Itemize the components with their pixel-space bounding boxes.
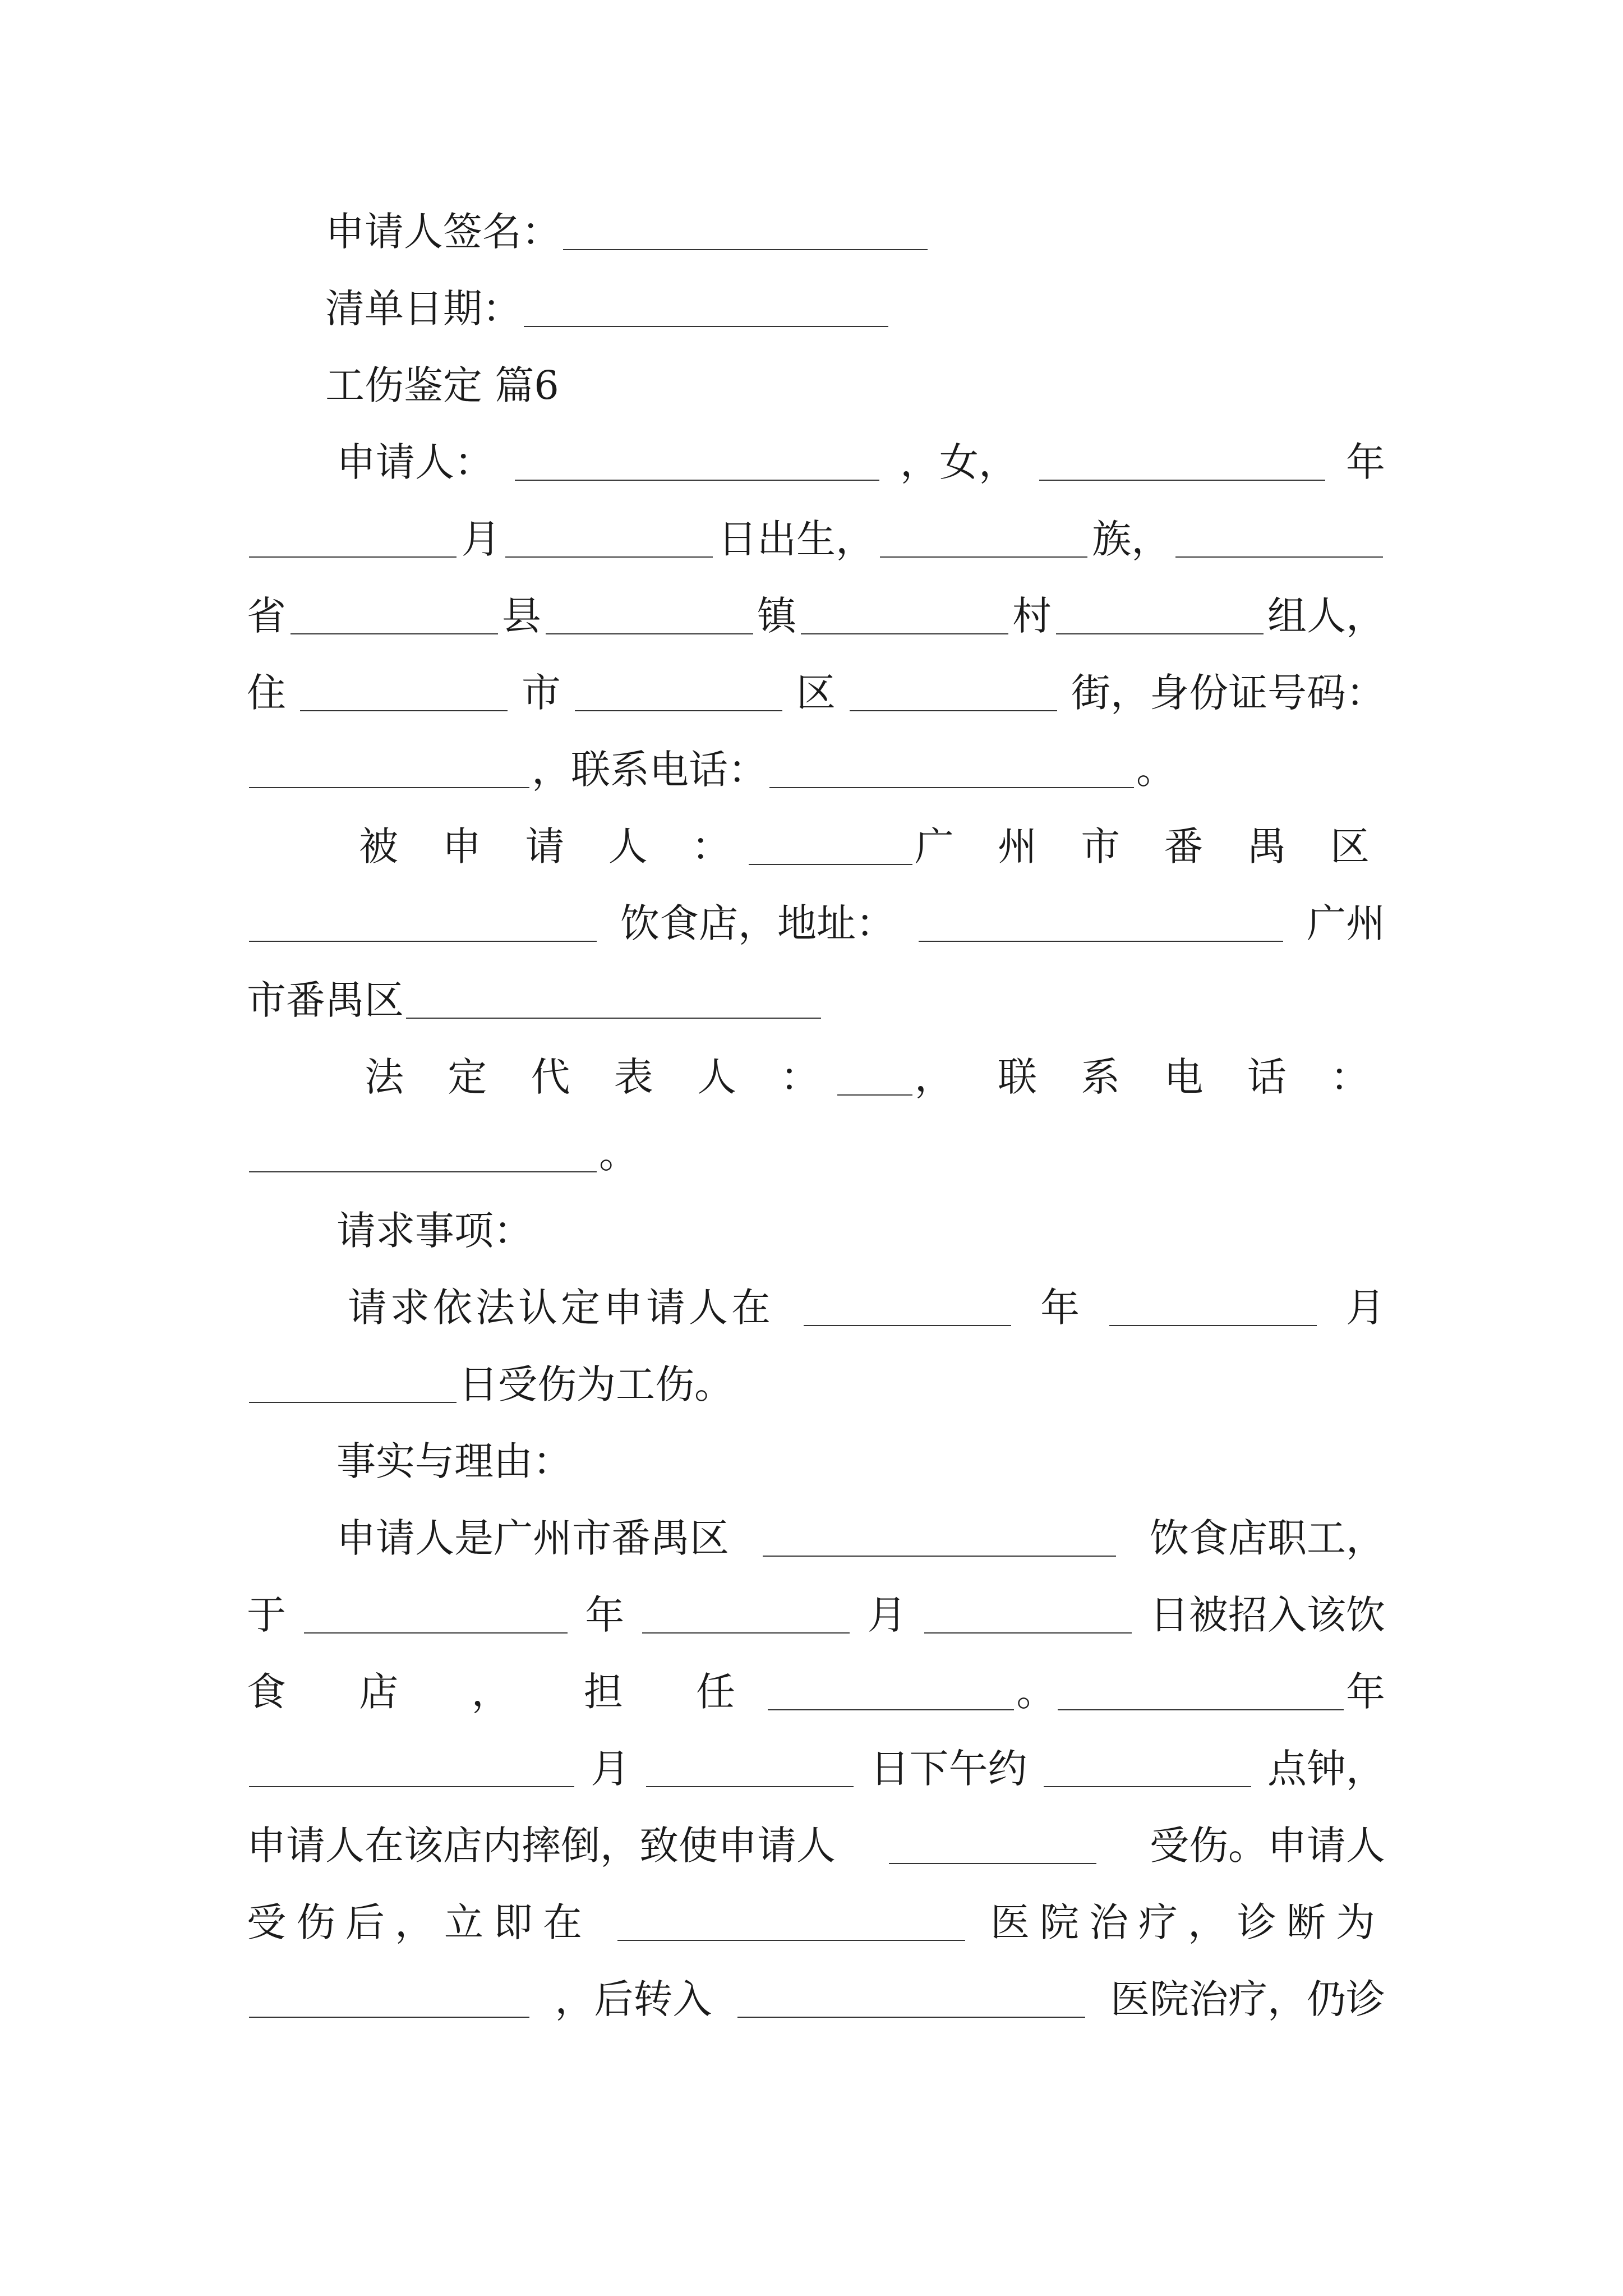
- accident-day-blank[interactable]: [646, 1751, 854, 1787]
- accident-month-blank[interactable]: [249, 1751, 574, 1787]
- hire-day-blank[interactable]: [924, 1598, 1132, 1634]
- facts-text: 饮食店职工，: [1150, 1515, 1385, 1561]
- address-detail-blank[interactable]: [406, 983, 821, 1019]
- facts-text: 日下午约: [870, 1746, 1027, 1792]
- request-line: [348, 1269, 1385, 1346]
- position-blank[interactable]: [768, 1674, 1014, 1710]
- facts-line-6: [247, 1884, 1385, 1961]
- facts-text: 受伤。申请人: [1150, 1823, 1385, 1869]
- birth-year-blank[interactable]: [1039, 445, 1325, 481]
- month-text: 月: [867, 1592, 907, 1638]
- respondent-line: [359, 808, 1385, 885]
- facts-text: 受伤后，立即在: [247, 1899, 592, 1945]
- restaurant-address-blank[interactable]: [919, 906, 1283, 942]
- county-blank[interactable]: [291, 599, 498, 634]
- year-text: 年: [1040, 1285, 1080, 1331]
- city-text: 市: [522, 670, 561, 716]
- signature-blank[interactable]: [563, 214, 928, 250]
- accident-year-blank[interactable]: [1058, 1674, 1344, 1710]
- signature-line: [325, 194, 1110, 270]
- guangzhou-text: 广州: [1307, 900, 1385, 946]
- facts-text: 日被招入该饮: [1149, 1592, 1385, 1638]
- contact-line: [247, 731, 1385, 808]
- section-heading: [325, 347, 1110, 424]
- request-heading: [336, 1193, 1122, 1269]
- facts-text: 点钟，: [1267, 1746, 1385, 1792]
- request-text-continued: 日受伤为工伤。: [459, 1361, 734, 1407]
- applicant-name-blank[interactable]: [515, 445, 879, 481]
- facts-heading-text: 事实与理由：: [336, 1438, 572, 1484]
- restaurant-address-label: 饮食店，地址：: [620, 900, 895, 946]
- hometown-line: [247, 578, 1385, 655]
- city-blank[interactable]: [300, 675, 508, 711]
- injury-day-blank[interactable]: [249, 1367, 457, 1403]
- injury-year-blank[interactable]: [804, 1290, 1011, 1326]
- town-text: 镇: [757, 593, 796, 639]
- facts-line-4: [247, 1731, 1385, 1807]
- section-heading-text: 工伤鉴定 篇6: [325, 362, 559, 408]
- signature-label: 申请人签名：: [325, 209, 561, 255]
- ethnicity-blank[interactable]: [880, 522, 1087, 558]
- street-blank[interactable]: [850, 675, 1057, 711]
- hire-year-blank[interactable]: [304, 1598, 568, 1634]
- id-number-label: 街，身份证号码：: [1071, 670, 1385, 716]
- diagnosis-blank[interactable]: [249, 1982, 529, 2018]
- month-text: 月: [591, 1746, 630, 1792]
- month-text: 月: [1346, 1285, 1385, 1331]
- injured-body-part-blank[interactable]: [889, 1828, 1096, 1864]
- facts-text: 于: [247, 1592, 286, 1638]
- respondent-label: 被 申 请 人 ：: [359, 823, 747, 869]
- group-text: 组人，: [1267, 593, 1385, 639]
- period-text: 。: [1016, 1669, 1056, 1715]
- born-text: 日出生，: [717, 516, 875, 562]
- residence-text: 住: [247, 670, 286, 716]
- request-line-continued: [247, 1346, 1385, 1423]
- facts-line-7: [247, 1961, 1385, 2038]
- list-date-label: 清单日期：: [325, 286, 522, 332]
- district-text: 区: [796, 670, 836, 716]
- facts-line-5: [247, 1807, 1385, 1884]
- phone-blank[interactable]: [769, 752, 1134, 788]
- injury-month-blank[interactable]: [1109, 1290, 1317, 1326]
- legal-rep-phone-blank[interactable]: [249, 1137, 597, 1172]
- facts-text: 医院治疗，仍诊: [1110, 1976, 1385, 2022]
- restaurant-blank[interactable]: [763, 1521, 1116, 1557]
- province-text: 省: [247, 593, 286, 639]
- respondent-district-text: 广 州 市 番 禺 区: [914, 823, 1385, 869]
- year-text: 年: [1346, 1669, 1385, 1715]
- facts-text: 申请人是广州市番禺区: [336, 1515, 729, 1561]
- facts-line-3: [247, 1654, 1385, 1731]
- ethnicity-text: 族，: [1092, 516, 1171, 562]
- county-text: 县: [502, 593, 541, 639]
- month-text: 月: [461, 516, 501, 562]
- list-date-blank[interactable]: [524, 291, 888, 327]
- legal-rep-phone-label: ， 联 系 电 话 ：: [914, 1054, 1385, 1100]
- first-hospital-blank[interactable]: [617, 1905, 965, 1941]
- village-blank[interactable]: [801, 599, 1008, 634]
- id-number-blank[interactable]: [249, 752, 529, 788]
- birth-day-blank[interactable]: [505, 522, 713, 558]
- panyu-district-text: 市番禺区: [247, 977, 404, 1023]
- facts-line-1: [336, 1500, 1385, 1577]
- period-text: 。: [1136, 747, 1175, 793]
- facts-heading: [336, 1423, 1122, 1500]
- restaurant-name-blank[interactable]: [249, 906, 597, 942]
- province-blank[interactable]: [1175, 522, 1383, 558]
- facts-text: ，后转入: [555, 1976, 712, 2022]
- applicant-line: [336, 424, 1385, 501]
- respondent-address-continued: [247, 962, 1385, 1039]
- respondent-address-line: [247, 885, 1385, 962]
- legal-representative-line: [365, 1039, 1385, 1116]
- district-blank[interactable]: [575, 675, 782, 711]
- facts-text: 申请人在该店内摔倒，致使申请人: [247, 1823, 836, 1869]
- legal-rep-blank[interactable]: [837, 1060, 912, 1096]
- facts-text: 医院治疗，诊断为: [990, 1899, 1385, 1945]
- applicant-label: 申请人：: [336, 439, 494, 485]
- period-text: 。: [599, 1131, 638, 1177]
- birth-month-blank[interactable]: [249, 522, 457, 558]
- address-line: [247, 655, 1385, 731]
- group-blank[interactable]: [1056, 599, 1264, 634]
- position-label: 食 店 ， 担 任: [247, 1669, 766, 1715]
- request-heading-text: 请求事项：: [336, 1208, 533, 1254]
- facts-line-2: [247, 1577, 1385, 1654]
- birth-line: [247, 501, 1385, 578]
- phone-label: ，联系电话：: [532, 747, 767, 793]
- respondent-blank[interactable]: [749, 829, 912, 865]
- list-date-line: [325, 270, 1110, 347]
- legal-rep-label: 法 定 代 表 人 ：: [365, 1054, 836, 1100]
- town-blank[interactable]: [546, 599, 753, 634]
- year-text: 年: [1346, 439, 1385, 485]
- applicant-gender-text: ，女，: [900, 439, 1018, 485]
- village-text: 村: [1012, 593, 1052, 639]
- hire-month-blank[interactable]: [642, 1598, 850, 1634]
- legal-rep-phone-line: [247, 1116, 1385, 1193]
- request-text: 请求依法认定申请人在: [348, 1285, 774, 1331]
- second-hospital-blank[interactable]: [737, 1982, 1085, 2018]
- accident-hour-blank[interactable]: [1044, 1751, 1251, 1787]
- year-text: 年: [585, 1592, 625, 1638]
